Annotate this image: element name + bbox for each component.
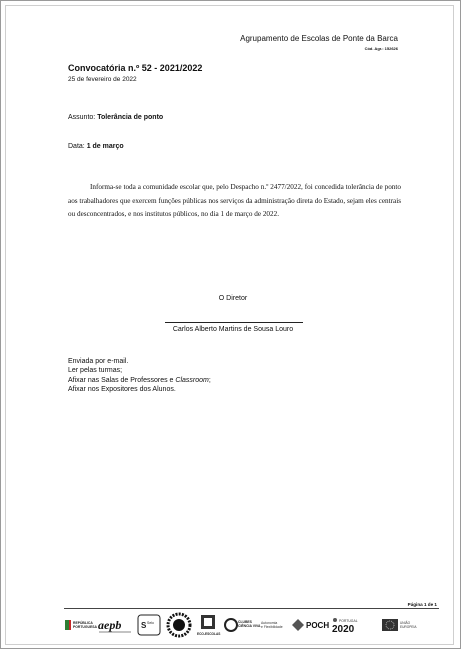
svg-text:Selo: Selo xyxy=(147,621,155,625)
distribution-salas-suffix: ; xyxy=(208,376,211,384)
svg-text:S: S xyxy=(141,621,147,630)
signer-name: Carlos Alberto Martins de Sousa Louro xyxy=(172,326,294,333)
document-page xyxy=(5,5,454,645)
svg-text:2020: 2020 xyxy=(332,624,355,635)
distribution-classroom-text: Classroom xyxy=(175,376,209,384)
signature-line xyxy=(165,322,303,323)
subject-line xyxy=(68,114,163,121)
school-code: Cód. Agr.: 152626 xyxy=(364,46,398,51)
distribution-line-salas xyxy=(68,376,211,385)
svg-text:e Flexibilidade: e Flexibilidade xyxy=(261,625,283,629)
distribution-line-turmas: Ler pelas turmas; xyxy=(68,367,123,375)
subject-label: Assunto: xyxy=(68,114,96,121)
date-line xyxy=(68,143,124,150)
footer-logos xyxy=(64,612,439,638)
svg-text:PORTUGUESA: PORTUGUESA xyxy=(73,625,97,629)
body-paragraph: Informa-se toda a comunidade escolar que, pelo Despacho n.º 2477/2022, foi concedida tolerância de ponto aos trabalhadores que exercem funções públicas nos serviços da administração direta do Estado, sejam eles centrais ou desconcentrados, e nos institutos públicos, no dia 1 de março de 2022. xyxy=(68,183,401,219)
aepb-logo xyxy=(97,612,133,638)
eco-escolas-logo xyxy=(196,612,220,638)
svg-text:EUROPEIA: EUROPEIA xyxy=(400,625,417,629)
document-title: Convocatória n.º 52 - 2021/2022 xyxy=(68,63,203,73)
republica-portuguesa-logo xyxy=(64,612,97,638)
document-date: 25 de fevereiro de 2022 xyxy=(68,76,137,83)
svg-text:REPÚBLICA: REPÚBLICA xyxy=(73,621,93,625)
svg-text:CIÊNCIA VIVA: CIÊNCIA VIVA xyxy=(238,624,261,628)
svg-text:CLUBES: CLUBES xyxy=(238,620,252,624)
clubes-ciencia-logo xyxy=(224,612,261,638)
director-role: O Diretor xyxy=(218,295,248,302)
uniao-europeia-logo xyxy=(380,612,420,638)
autonomia-flexibilidade-logo xyxy=(260,612,288,638)
distribution-notes xyxy=(68,357,211,394)
distribution-line-expositores: Afixar nos Expositores dos Alunos. xyxy=(68,385,176,393)
svg-text:ECO-ESCOLAS: ECO-ESCOLAS xyxy=(197,632,221,636)
svg-text:PORTUGAL: PORTUGAL xyxy=(339,619,358,623)
poch-logo xyxy=(290,612,330,638)
date-value: 1 de março xyxy=(86,143,124,150)
portugal-2020-logo xyxy=(330,612,372,638)
subject-value: Tolerância de ponto xyxy=(97,114,164,121)
selo-qualidade-logo xyxy=(137,612,163,638)
svg-text:UNIÃO: UNIÃO xyxy=(400,621,411,625)
school-name: Agrupamento de Escolas de Ponte da Barca xyxy=(240,34,398,43)
footer-divider xyxy=(64,608,439,609)
svg-text:POCH: POCH xyxy=(306,621,330,630)
date-label: Data: xyxy=(68,143,85,150)
svg-text:Autonomia: Autonomia xyxy=(261,621,278,625)
selo-seal-logo xyxy=(166,612,192,638)
svg-text:aepb: aepb xyxy=(98,618,122,632)
distribution-salas-text: Afixar nas Salas de Professores e xyxy=(68,376,176,384)
distribution-line-email: Enviada por e-mail. xyxy=(68,358,129,365)
page-number: Página 1 de 1 xyxy=(407,602,437,607)
